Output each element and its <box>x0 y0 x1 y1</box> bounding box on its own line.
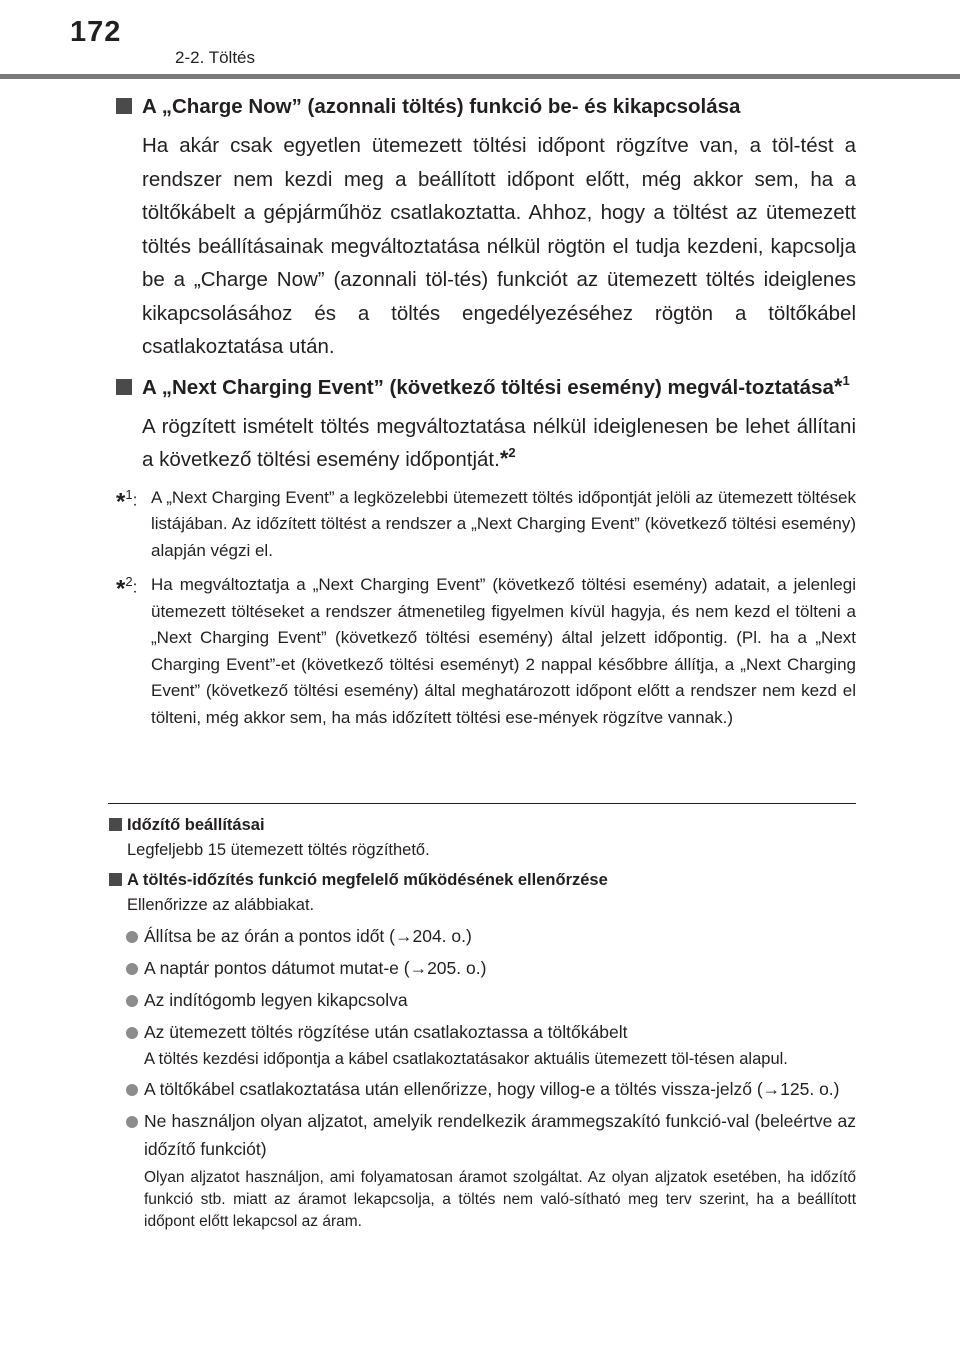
square-bullet-icon <box>109 873 122 886</box>
list-item <box>109 1075 856 1103</box>
list-item-text: Az indítógomb legyen kikapcsolva <box>144 990 408 1010</box>
square-bullet-icon <box>116 98 132 114</box>
footnote-marker: *$^2$: <box>116 574 138 603</box>
charge-now-heading <box>112 91 856 123</box>
list-item-note: Olyan aljzatot használjon, ami folyamatosan áramot szolgáltat. Az olyan aljzatok esetében, ha időzítő funkció stb. miatt az áramot lekapcsolja, a töltés nem való-sítható meg terv szerint, ha a beállított időpont előtt lekapcsol az áram. <box>144 1169 856 1230</box>
list-item-text: Ne használjon olyan aljzatot, amelyik rendelkezik árammegszakító funkció-val (beleértve az időzítő funkciót) <box>144 1111 856 1159</box>
check-intro: Ellenőrizze az alábbiakat. <box>127 896 315 914</box>
footnote-marker: *$^1$: <box>116 486 138 516</box>
circle-bullet-icon <box>126 995 138 1007</box>
list-item-text: A töltőkábel csatlakoztatása után ellenőrizze, hogy villog-e a töltés vissza-jelző (→125. o.) <box>144 1079 840 1099</box>
footnote-ref: 1 <box>842 372 850 388</box>
timer-heading <box>109 812 856 838</box>
list-item <box>109 1107 856 1163</box>
circle-bullet-icon <box>126 1027 138 1039</box>
list-item-note: A töltés kezdési időpontja a kábel csatlakoztatásakor aktuális ütemezett töl-tésen alapul. <box>144 1050 788 1068</box>
footnote-star: * <box>833 373 843 399</box>
circle-bullet-icon <box>126 931 138 943</box>
next-event-body <box>112 410 856 477</box>
notes-section <box>109 812 856 1233</box>
next-event-body-text: A rögzített ismételt töltés megváltoztatása nélkül ideiglenesen be lehet állítani a következő töltési esemény időpontját. <box>142 414 856 471</box>
check-heading <box>109 867 856 893</box>
list-item-text: Állítsa be az órán a pontos időt (→204. o.) <box>144 926 472 946</box>
header-rule <box>0 74 960 79</box>
page-number: 172 <box>70 16 122 48</box>
charge-now-heading-text: A „Charge Now” (azonnali töltés) funkció be- és kikapcsolása <box>142 95 741 118</box>
list-item <box>109 922 856 950</box>
footnote <box>112 572 856 731</box>
footnote-ref: 2 <box>508 445 516 460</box>
next-event-heading-text: A „Next Charging Event” (következő töltési esemény) megvál-toztatása <box>142 375 834 399</box>
circle-bullet-icon <box>126 963 138 975</box>
footnote <box>112 485 856 565</box>
timer-body: Legfeljebb 15 ütemezett töltés rögzíthető. <box>127 841 430 859</box>
footnote-text: A „Next Charging Event” a legközelebbi ütemezett töltés időpontját jelöli az ütemezett töltések listájában. Az időzített töltést a rendszer a „Next Charging Event” (következő töltési esemény) alapján végzi el. <box>151 487 856 560</box>
square-bullet-icon <box>109 818 122 831</box>
charge-now-body: Ha akár csak egyetlen ütemezett töltési időpont rögzítve van, a töl-tést a rendszer nem kezdi meg a beállított időpont előtt, még akkor sem, ha a töltőkábelt a gépjárműhöz csatlakoztatta. Ahhoz, hogy a töltést az ütemezett töltés beállításainak megváltoztatása nélkül rögtön el tudja kezdeni, kapcsolja be a „Charge Now” (azonnali töl-tés) funkciót az ütemezett töltés ideiglenes kikapcsolásához és a töltés engedélyezéséhez rögtön a töltőkábel csatlakoztatása után. <box>142 134 856 358</box>
next-event-heading <box>112 372 856 404</box>
list-item-text: A naptár pontos dátumot mutat-e (→205. o.) <box>144 958 487 978</box>
list-item-text: Az ütemezett töltés rögzítése után csatlakoztassa a töltőkábelt <box>144 1022 628 1042</box>
footnote-text: Ha megváltoztatja a „Next Charging Event” (következő töltési esemény) adatait, a jelenlegi ütemezett töltéseket a rendszer átmenetileg figyelmen kívül hagyja, és nem kezd el tölteni a „Next Charging Event” (következő töltési esemény) által jelzett időpontig. (Pl. ha a „Next Charging Event”-et (következő töltési eseményt) 2 nappal későbbre állítja, a „Next Charging Event” (következő töltési esemény) által meghatározott időpont előtt a rendszer nem kezd el tölteni, még akkor sem, ha más időzített töltési ese-mények rögzítve vannak.) <box>151 575 856 727</box>
list-item <box>109 1018 856 1046</box>
square-bullet-icon <box>116 379 132 395</box>
list-item <box>109 954 856 982</box>
check-heading-text: A töltés-időzítés funkció megfelelő működésének ellenőrzése <box>127 871 608 889</box>
circle-bullet-icon <box>126 1116 138 1128</box>
timer-heading-text: Időzítő beállításai <box>127 816 265 834</box>
footnote-star: * <box>499 446 509 471</box>
list-item <box>109 986 856 1014</box>
section-title: 2-2. Töltés <box>175 48 256 67</box>
main-content <box>112 91 856 731</box>
circle-bullet-icon <box>126 1084 138 1096</box>
section-divider <box>108 803 856 804</box>
